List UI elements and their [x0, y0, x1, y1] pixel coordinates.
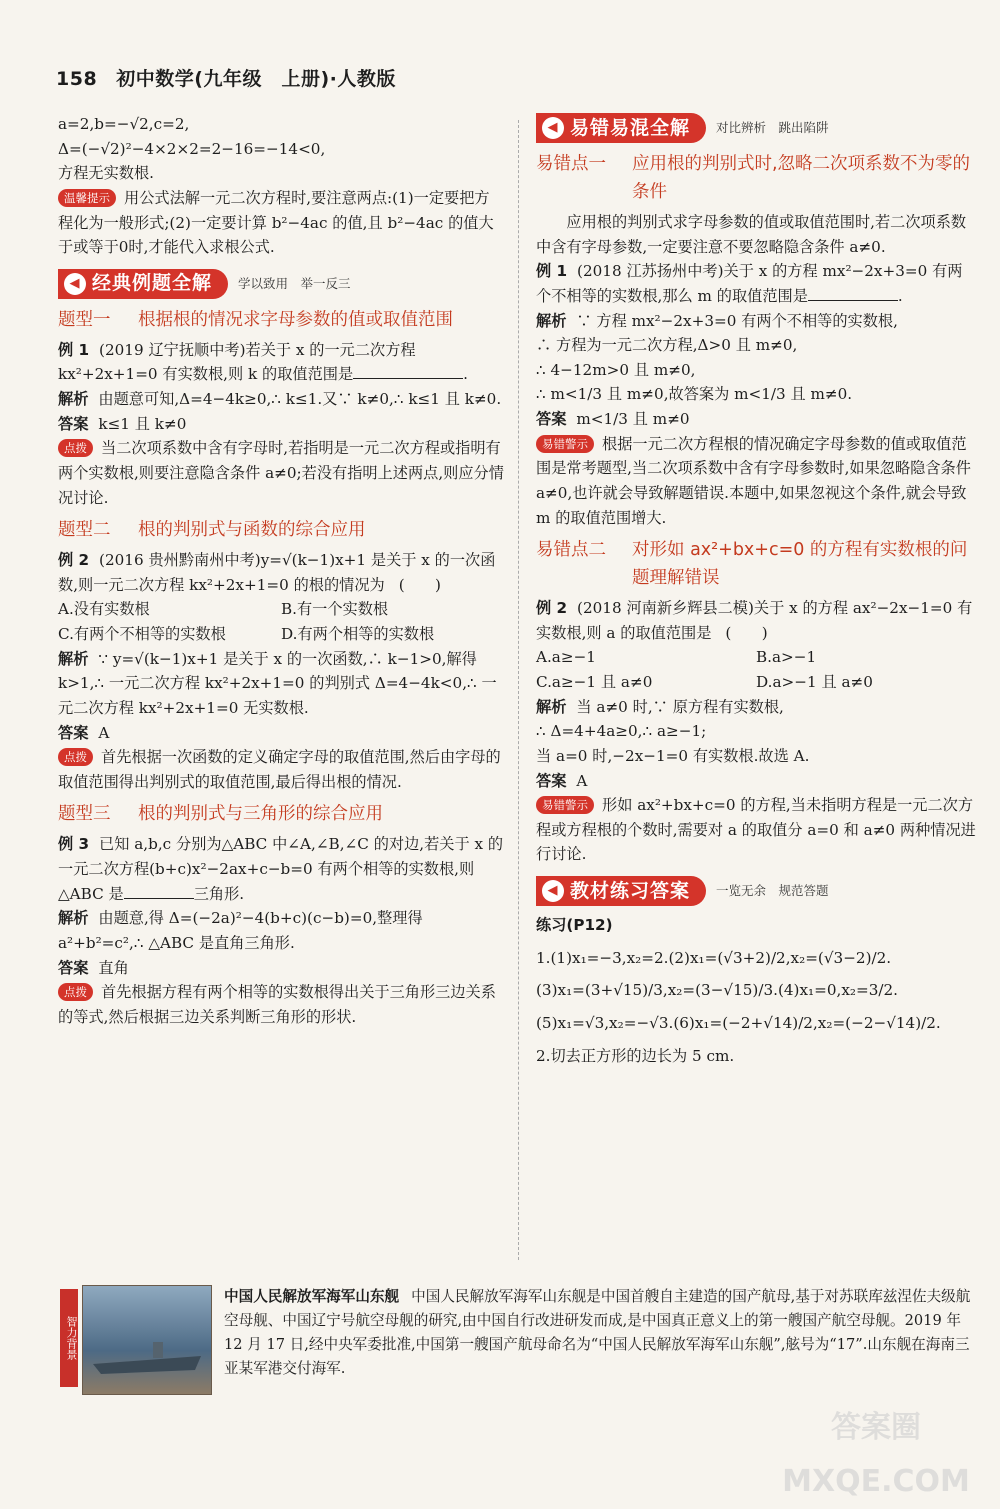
answer-text: A — [98, 723, 110, 742]
example-label: 例 1 — [58, 340, 90, 359]
answer-label: 答案 — [58, 958, 89, 977]
right-column — [536, 112, 976, 1076]
type-title: 根据根的情况求字母参数的值或取值范围 — [138, 309, 453, 330]
speaker-icon: ◀ — [542, 880, 564, 902]
banner-title: 易错易混全解 — [570, 116, 691, 139]
example-label: 例 2 — [536, 599, 568, 618]
answer-text: A — [576, 771, 588, 790]
answer-label: 答案 — [58, 723, 89, 742]
carrier-icon — [83, 1286, 211, 1394]
example — [536, 259, 976, 308]
answer-blank — [124, 884, 194, 899]
tip-text: 根据一元二次方程根的情况确定字母参数的值或取值范围是常考题型,当二次项系数中含有字母参数时,如果忽略隐含条件 a≠0,也许就会导致解题错误.本题中,如果忽视这个条件,就会导致 m 的取值范围增大. — [536, 434, 971, 527]
example-label: 例 2 — [58, 551, 90, 570]
solution — [58, 906, 504, 955]
error-key: 易错点一 — [536, 154, 606, 174]
section-banner — [536, 875, 976, 907]
banner-pill — [536, 113, 706, 143]
example — [536, 596, 976, 645]
option: A.a≥−1 — [536, 648, 596, 667]
example-question: (2018 江苏扬州中考)关于 x 的方程 mx²−2x+3=0 有两个不相等的实数根,那么 m 的取值范围是 — [536, 262, 963, 305]
answer-text: m<1/3 且 m≠0 — [576, 410, 690, 428]
answer — [536, 769, 976, 794]
example — [58, 338, 504, 387]
tip-text: 形如 ax²+bx+c=0 的方程,当未指明方程是一元二次方程或方程根的个数时,需要对 a 的取值分 a=0 和 a≠0 两种情况进行讨论. — [536, 796, 976, 864]
example-label: 例 3 — [58, 835, 90, 854]
option: D.a>−1 且 a≠0 — [756, 673, 873, 691]
solution — [536, 309, 976, 334]
tip-badge: 温馨提示 — [58, 189, 116, 207]
solution-line: 当 a=0 时,−2x−1=0 有实数根.故选 A. — [536, 746, 810, 765]
practice-answer: (5)x₁=√3,x₂=−√3.(6)x₁=(−2+√14)/2,x₂=(−2−√14)/2. — [536, 1013, 941, 1032]
answer-label: 答案 — [536, 410, 567, 428]
error-explanation: 应用根的判别式求字母参数的值或取值范围时,若二次项系数中含有字母参数,一定要注意不要忽略隐含条件 a≠0. — [536, 213, 967, 256]
banner-title: 教材练习答案 — [570, 879, 691, 902]
error-heading — [536, 536, 976, 592]
example-question: (2016 贵州黔南州中考)y=√(k−1)x+1 是关于 x 的一次函数,则一元二次方程 kx²+2x+1=0 的根的情况为 — [58, 551, 496, 594]
tip-box — [58, 980, 504, 1029]
tip-box — [58, 186, 504, 260]
type-key: 题型三 — [58, 804, 111, 825]
page-number: 158 — [56, 68, 98, 90]
banner-tag: 对比辨析 跳出陷阱 — [716, 119, 829, 135]
answer — [536, 407, 976, 432]
question-end: . — [463, 365, 468, 384]
page-header — [56, 64, 396, 91]
solution-line: ∴ 方程为一元二次方程,Δ>0 且 m≠0, — [536, 336, 798, 355]
watermark: 答案圈 MXQE.COM — [782, 1410, 970, 1499]
type-heading — [58, 516, 504, 544]
aircraft-carrier-image — [82, 1285, 212, 1395]
solution-line: ∵ 方程 mx²−2x+3=0 有两个不相等的实数根, — [576, 311, 898, 330]
speaker-icon: ◀ — [542, 117, 564, 139]
background-title: 中国人民解放军海军山东舰 — [224, 1288, 400, 1305]
answer-label: 答案 — [536, 771, 567, 790]
tip-badge: 易错警示 — [536, 435, 594, 453]
tip-text: 用公式法解一元二次方程时,要注意两点:(1)一定要把方程化为一般形式;(2)一定要计算 b²−4ac 的值,且 b²−4ac 的值大于或等于0时,才能代入求根公式. — [58, 188, 494, 257]
cont-line: 方程无实数根. — [58, 164, 154, 183]
answer-text: k≤1 且 k≠0 — [98, 414, 187, 433]
practice-title: 练习(P12) — [536, 916, 613, 934]
type-title: 根的判别式与函数的综合应用 — [138, 520, 366, 541]
practice-answer: 2.切去正方形的边长为 5 cm. — [536, 1046, 735, 1065]
side-label: 智力背景 — [60, 1289, 78, 1387]
cont-line: a=2,b=−√2,c=2, — [58, 115, 190, 133]
banner-pill — [536, 876, 706, 906]
solution-label: 解析 — [536, 697, 567, 716]
practice-answer: (3)x₁=(3+√15)/3,x₂=(3−√15)/3.(4)x₁=0,x₂=3/2. — [536, 981, 899, 1000]
section-banner — [536, 112, 976, 144]
option: C.a≥−1 且 a≠0 — [536, 673, 653, 691]
type-title: 根的判别式与三角形的综合应用 — [138, 804, 383, 825]
solution-line: 当 a≠0 时,∵ 原方程有实数根, — [576, 697, 784, 716]
tip-badge: 点拨 — [58, 983, 93, 1001]
solution-label: 解析 — [58, 909, 89, 928]
background-text — [224, 1285, 980, 1381]
tip-badge: 易错警示 — [536, 796, 594, 814]
solution — [536, 695, 976, 720]
question-end: . — [897, 286, 903, 305]
solution-text: 由题意可知,Δ=4−4k≥0,∴ k≤1.又∵ k≠0,∴ k≤1 且 k≠0. — [98, 390, 502, 408]
practice-answer: 1.(1)x₁=−3,x₂=2.(2)x₁=(√3+2)/2,x₂=(√3−2)/2. — [536, 948, 892, 967]
error-key: 易错点二 — [536, 540, 606, 561]
speaker-icon: ◀ — [64, 273, 86, 295]
option: C.有两个不相等的实数根 — [58, 625, 226, 643]
solution-label: 解析 — [58, 390, 89, 408]
answer-blank — [808, 286, 898, 301]
option: A.没有实数根 — [58, 600, 150, 619]
type-heading — [58, 800, 504, 828]
solution-label: 解析 — [58, 649, 89, 668]
solution-text: 由题意,得 Δ=(−2a)²−4(b+c)(c−b)=0,整理得 a²+b²=c²,∴ △ABC 是直角三角形. — [58, 909, 423, 952]
solution-line: ∴ m<1/3 且 m≠0,故答案为 m<1/3 且 m≠0. — [536, 385, 853, 404]
banner-pill — [58, 269, 228, 299]
example-question: 已知 a,b,c 分别为△ABC 中∠A,∠B,∠C 的对边,若关于 x 的一元二次方程(b+c)x²−2ax+c−b=0 有两个相等的实数根,则△ABC 是 — [58, 835, 504, 903]
answer-text: 直角 — [98, 958, 129, 977]
option: B.a>−1 — [756, 648, 817, 667]
example — [58, 548, 504, 597]
column-divider — [518, 120, 519, 1260]
banner-tag: 一览无余 规范答题 — [716, 882, 829, 898]
options — [58, 597, 504, 646]
tip-box — [536, 432, 976, 531]
option: B.有一个实数根 — [281, 600, 389, 619]
tip-box — [536, 793, 976, 867]
answer-blank — [353, 364, 463, 379]
answer — [58, 721, 504, 746]
error-title: 应用根的判别式时,忽略二次项系数不为零的条件 — [632, 154, 971, 202]
type-key: 题型二 — [58, 520, 111, 541]
background-box — [60, 1285, 980, 1395]
question-end: 三角形. — [193, 884, 245, 903]
option: D.有两个相等的实数根 — [281, 625, 435, 643]
choice-paren: ( ) — [725, 623, 768, 642]
answer — [58, 412, 504, 437]
section-banner — [58, 268, 504, 300]
tip-text: 当二次项系数中含有字母时,若指明是一元二次方程或指明有两个实数根,则要注意隐含条件 a≠0;若没有指明上述两点,则应分情况讨论. — [58, 439, 504, 507]
practice-answers — [536, 946, 976, 1069]
tip-text: 首先根据一次函数的定义确定字母的取值范围,然后由字母的取值范围得出判别式的取值范围,最后得出根的情况. — [58, 748, 501, 791]
tip-badge: 点拨 — [58, 439, 93, 457]
error-heading — [536, 150, 976, 206]
solution — [58, 387, 504, 412]
tip-badge: 点拨 — [58, 748, 93, 766]
solution-text: ∵ y=√(k−1)x+1 是关于 x 的一次函数,∴ k−1>0,解得 k>1,∴ 一元二次方程 kx²+2x+1=0 的判别式 Δ=4−4k<0,∴ 一元二次方程 kx²+2x+1=0 无实数根. — [58, 649, 497, 717]
choice-paren: ( ) — [398, 575, 441, 594]
banner-title: 经典例题全解 — [92, 272, 213, 295]
answer — [58, 956, 504, 981]
error-title: 对形如 ax²+bx+c=0 的方程有实数根的问题理解错误 — [632, 540, 968, 589]
solution-label: 解析 — [536, 311, 567, 330]
example-question: (2019 辽宁抚顺中考)若关于 x 的一元二次方程 kx²+2x+1=0 有实数根,则 k 的取值范围是 — [58, 340, 416, 384]
type-key: 题型一 — [58, 309, 111, 330]
tip-text: 首先根据方程有两个相等的实数根得出关于三角形三边关系的等式,然后根据三边关系判断三角形的形状. — [58, 983, 496, 1026]
solution — [58, 647, 504, 721]
tip-box — [58, 745, 504, 794]
example — [58, 832, 504, 906]
solution-line: ∴ Δ=4+4a≥0,∴ a≥−1; — [536, 722, 707, 741]
book-title: 初中数学(九年级 上册)·人教版 — [116, 68, 396, 90]
background-body: 中国人民解放军海军山东舰是中国首艘自主建造的国产航母,基于对苏联库兹涅佐夫级航空母舰、中国辽宁号航空母舰的研究,由中国自行改进研发而成,是中国真正意义上的第一艘国产航空母舰。2019 年 12 月 17 日,经中央军委批准,中国第一艘国产航母命名为“中国人民解放军海军山东舰”,舷号为“17”.山东舰在海南三亚某军港交付海军. — [224, 1288, 971, 1377]
answer-label: 答案 — [58, 414, 89, 433]
cont-line: Δ=(−√2)²−4×2×2=2−16=−14<0, — [58, 139, 326, 158]
type-heading — [58, 306, 504, 334]
example-question: (2018 河南新乡辉县二模)关于 x 的方程 ax²−2x−1=0 有实数根,则 a 的取值范围是 — [536, 599, 973, 642]
banner-tag: 学以致用 举一反三 — [238, 275, 351, 291]
options — [536, 645, 976, 694]
example-label: 例 1 — [536, 262, 568, 281]
tip-box — [58, 436, 504, 510]
left-column — [58, 112, 504, 1029]
solution-line: ∴ 4−12m>0 且 m≠0, — [536, 360, 696, 379]
